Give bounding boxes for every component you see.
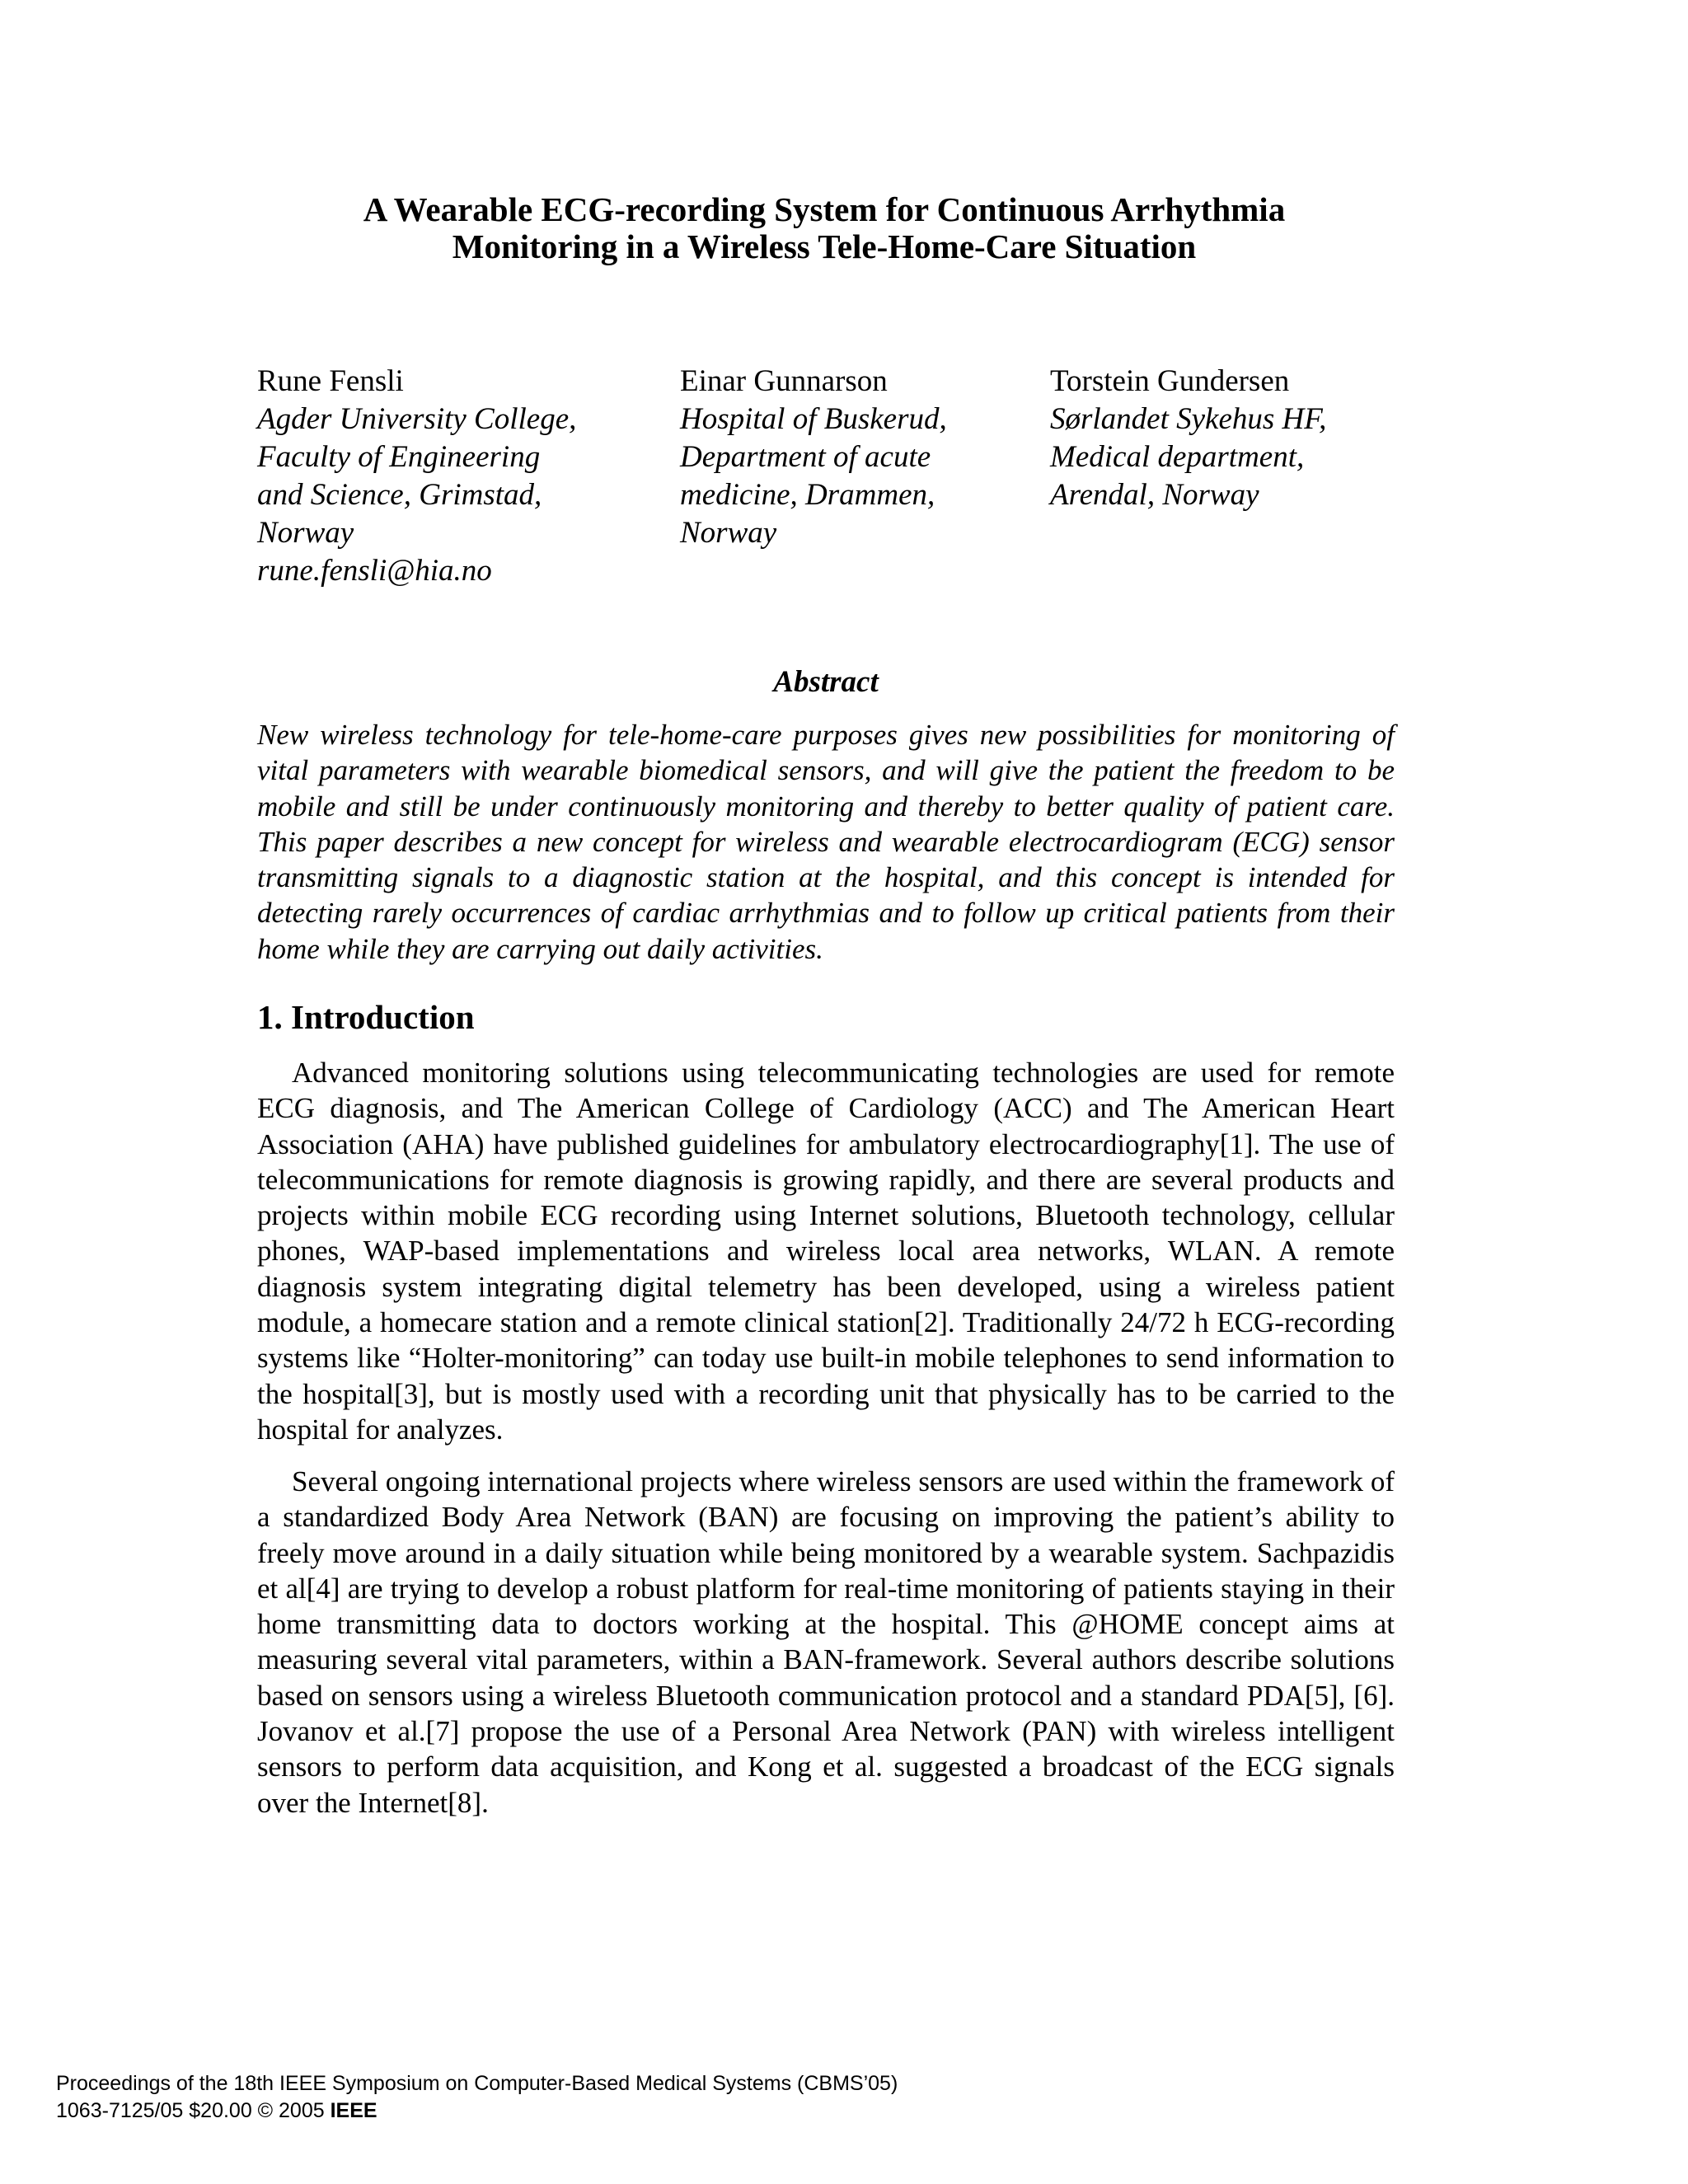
abstract-heading: Abstract <box>773 665 879 699</box>
paper-title-line-1: A Wearable ECG-recording System for Continuous Arrhythmia <box>363 190 1286 228</box>
author-name: Einar Gunnarson <box>680 364 888 398</box>
author-affiliation-line: Department of acute <box>680 440 931 474</box>
footer-proceedings: Proceedings of the 18th IEEE Symposium on Computer-Based Medical Systems (CBMS’05) <box>56 2072 898 2095</box>
ieee-logo: IEEE <box>330 2099 377 2122</box>
author-affiliation-line: Sørlandet Sykehus HF, <box>1050 402 1327 436</box>
author-affiliation-line: Agder University College, <box>257 402 577 436</box>
author-block-2 <box>680 363 947 552</box>
author-affiliation-line: Hospital of Buskerud, <box>680 402 947 436</box>
author-email: rune.fensli@hia.no <box>257 554 492 588</box>
author-affiliation-line: Medical department, <box>1050 440 1305 474</box>
footer-copyright-text: 1063-7125/05 $20.00 © 2005 <box>56 2099 331 2122</box>
author-name: Rune Fensli <box>257 364 404 398</box>
paper-title <box>247 191 1401 265</box>
author-affiliation-line: and Science, Grimstad, <box>257 478 542 512</box>
author-affiliation-line: Norway <box>680 516 777 550</box>
author-block-3 <box>1050 363 1326 514</box>
author-affiliation-line: Faculty of Engineering <box>257 440 541 474</box>
author-affiliation-line: medicine, Drammen, <box>680 478 935 512</box>
page-footer <box>56 2070 898 2125</box>
author-name: Torstein Gundersen <box>1050 364 1290 398</box>
author-affiliation-line: Norway <box>257 516 354 550</box>
body-paragraph: Several ongoing international projects where wireless sensors are used within the framework of a standardized Body Area Network (BAN) are focusing on improving the patient’s ability to freely move around in a daily situation while being monitored by a wearable system. Sachpazidis et al[4] are trying to develop a robust platform for real-time monitoring of patients staying in their home transmitting data to doctors working at the hospital. This @HOME concept aims at measuring several vital parameters, within a BAN-framework. Several authors describe solutions based on sensors using a wireless Bluetooth communication protocol and a standard PDA[5], [6]. Jovanov et al.[7] propose the use of a Personal Area Network (PAN) with wireless intelligent sensors to perform data acquisition, and Kong et al. suggested a broadcast of the ECG signals over the Internet[8]. <box>257 1465 1395 1819</box>
footer-copyright <box>56 2097 898 2125</box>
abstract-text: New wireless technology for tele-home-care purposes gives new possibilities for monitoring of vital parameters with wearable biomedical sensors, and will give the patient the freedom to be mobile and still be under continuously monitoring and thereby to better quality of patient care. This paper describes a new concept for wireless and wearable electrocardiogram (ECG) sensor transmitting signals to a diagnostic station at the hospital, and this concept is intended for detecting rarely occurrences of cardiac arrhythmias and to follow up critical patients from their home while they are carrying out daily activities. <box>257 719 1395 965</box>
section-heading-introduction: 1. Introduction <box>257 998 475 1036</box>
paper-title-line-2: Monitoring in a Wireless Tele-Home-Care Situation <box>452 227 1197 265</box>
author-affiliation-line: Arendal, Norway <box>1050 478 1259 512</box>
body-paragraph: Advanced monitoring solutions using telecommunicating technologies are used for remote ECG diagnosis, and The American College of Cardiology (ACC) and The American Heart Association (AHA) have published guidelines for ambulatory electrocardiography[1]. The use of telecommunications for remote diagnosis is growing rapidly, and there are several products and projects within mobile ECG recording using Internet solutions, Bluetooth technology, cellular phones, WAP-based implementations and wireless local area networks, WLAN. A remote diagnosis system integrating digital telemetry has been developed, using a wireless patient module, a homecare station and a remote clinical station[2]. Traditionally 24/72 h ECG-recording systems like “Holter-monitoring” can today use built-in mobile telephones to send information to the hospital[3], but is mostly used with a recording unit that physically has to be carried to the hospital for analyzes. <box>257 1057 1395 1446</box>
author-block-1 <box>257 363 576 590</box>
